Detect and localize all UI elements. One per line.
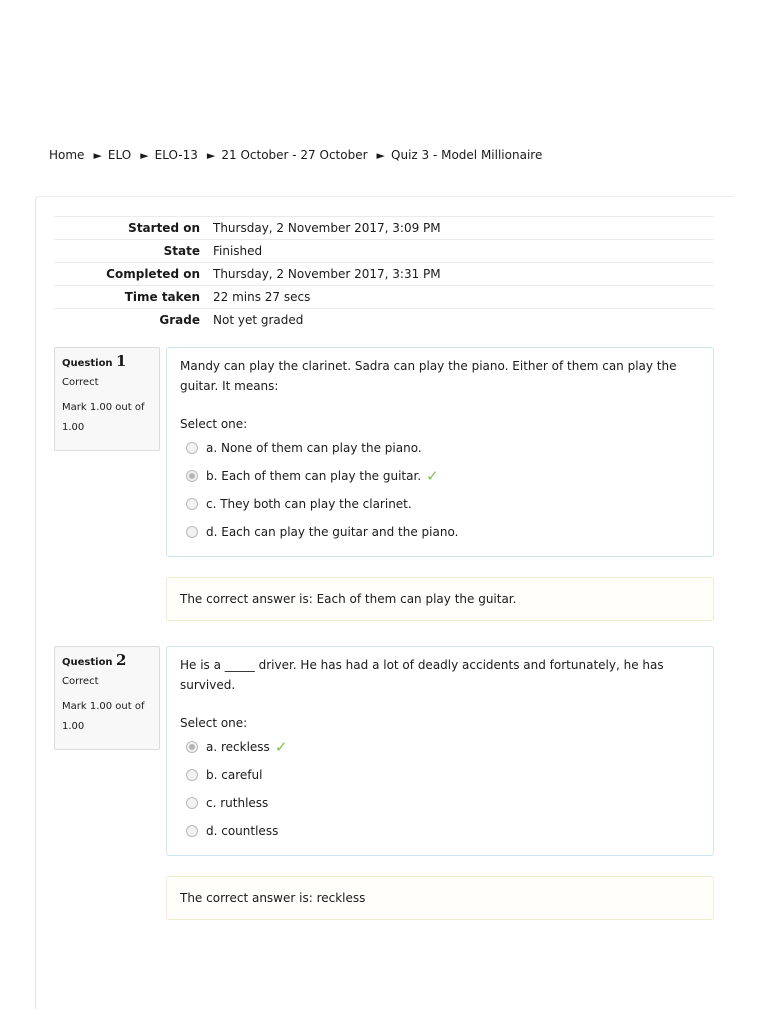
summary-value: Thursday, 2 November 2017, 3:09 PM (213, 221, 441, 235)
correct-answer-text: The correct answer is: reckless (180, 891, 366, 905)
breadcrumb-separator-icon: ► (93, 148, 102, 162)
question-text: He is a _____ driver. He has had a lot of deadly accidents and fortunately, he has survived. (180, 658, 664, 692)
question-formulation (166, 347, 714, 557)
breadcrumb-separator-icon: ► (376, 148, 386, 162)
question-feedback (166, 876, 714, 920)
question-feedback (166, 577, 714, 621)
attempt-summary-table (54, 216, 714, 331)
breadcrumb-elo[interactable]: ELO (107, 148, 132, 162)
answer-option-a[interactable]: a. None of them can play the piano. (186, 434, 700, 462)
answer-option-b[interactable]: b. Each of them can play the guitar. ✓ (186, 462, 700, 490)
radio-button-icon[interactable] (186, 769, 198, 781)
summary-row-state (54, 240, 714, 263)
radio-button-icon[interactable] (186, 470, 198, 482)
radio-button-icon[interactable] (186, 498, 198, 510)
question-info (54, 347, 160, 451)
summary-row-started (54, 217, 714, 240)
breadcrumb-home[interactable]: Home (49, 148, 85, 162)
answer-option-c[interactable]: c. They both can play the clarinet. (186, 490, 700, 518)
select-one-prompt: Select one: (180, 417, 248, 431)
summary-row-time-taken (54, 286, 714, 309)
answer-option-c[interactable]: c. ruthless (186, 789, 700, 817)
summary-value: 22 mins 27 secs (213, 290, 311, 304)
question-number: Question 1 (62, 352, 127, 370)
summary-label: Time taken (124, 290, 200, 304)
question-number: Question 2 (62, 651, 127, 669)
summary-label: Started on (128, 221, 200, 235)
answer-options (180, 733, 700, 845)
summary-value: Not yet graded (213, 313, 304, 327)
radio-button-icon[interactable] (186, 442, 198, 454)
radio-button-icon[interactable] (186, 797, 198, 809)
radio-button-icon[interactable] (186, 741, 198, 753)
breadcrumb-separator-icon: ► (140, 148, 149, 162)
breadcrumb-separator-icon: ► (206, 148, 216, 162)
breadcrumb-week[interactable]: 21 October - 27 October (221, 148, 368, 162)
question-state: Correct (62, 377, 99, 388)
question-state: Correct (62, 676, 99, 687)
answer-option-d[interactable]: d. countless (186, 817, 700, 845)
question-formulation (166, 646, 714, 856)
check-mark-icon: ✓ (426, 467, 439, 485)
question-grade: Mark 1.00 out of 1.00 (62, 402, 145, 433)
summary-value: Finished (213, 244, 263, 258)
check-mark-icon: ✓ (274, 738, 288, 756)
select-one-prompt: Select one: (180, 716, 248, 730)
question-text: Mandy can play the clarinet. Sadra can play the piano. Either of them can play the guitar. It means: (180, 359, 677, 393)
question-grade: Mark 1.00 out of 1.00 (62, 701, 145, 732)
breadcrumb (49, 148, 542, 162)
summary-row-completed (54, 263, 714, 286)
answer-options (180, 434, 700, 546)
breadcrumb-elo-13[interactable]: ELO-13 (154, 148, 198, 162)
summary-value: Thursday, 2 November 2017, 3:31 PM (213, 267, 441, 281)
radio-button-icon[interactable] (186, 825, 198, 837)
answer-option-d[interactable]: d. Each can play the guitar and the piano. (186, 518, 700, 546)
summary-label: Completed on (106, 267, 200, 281)
summary-label: Grade (159, 313, 200, 327)
correct-answer-text: The correct answer is: Each of them can play the guitar. (180, 592, 517, 606)
summary-label: State (163, 244, 200, 258)
summary-row-grade (54, 309, 714, 332)
breadcrumb-quiz[interactable]: Quiz 3 - Model Millionaire (391, 148, 543, 162)
answer-option-b[interactable]: b. careful (186, 761, 700, 789)
radio-button-icon[interactable] (186, 526, 198, 538)
question-info (54, 646, 160, 750)
answer-option-a[interactable]: a. reckless ✓ (186, 733, 700, 761)
